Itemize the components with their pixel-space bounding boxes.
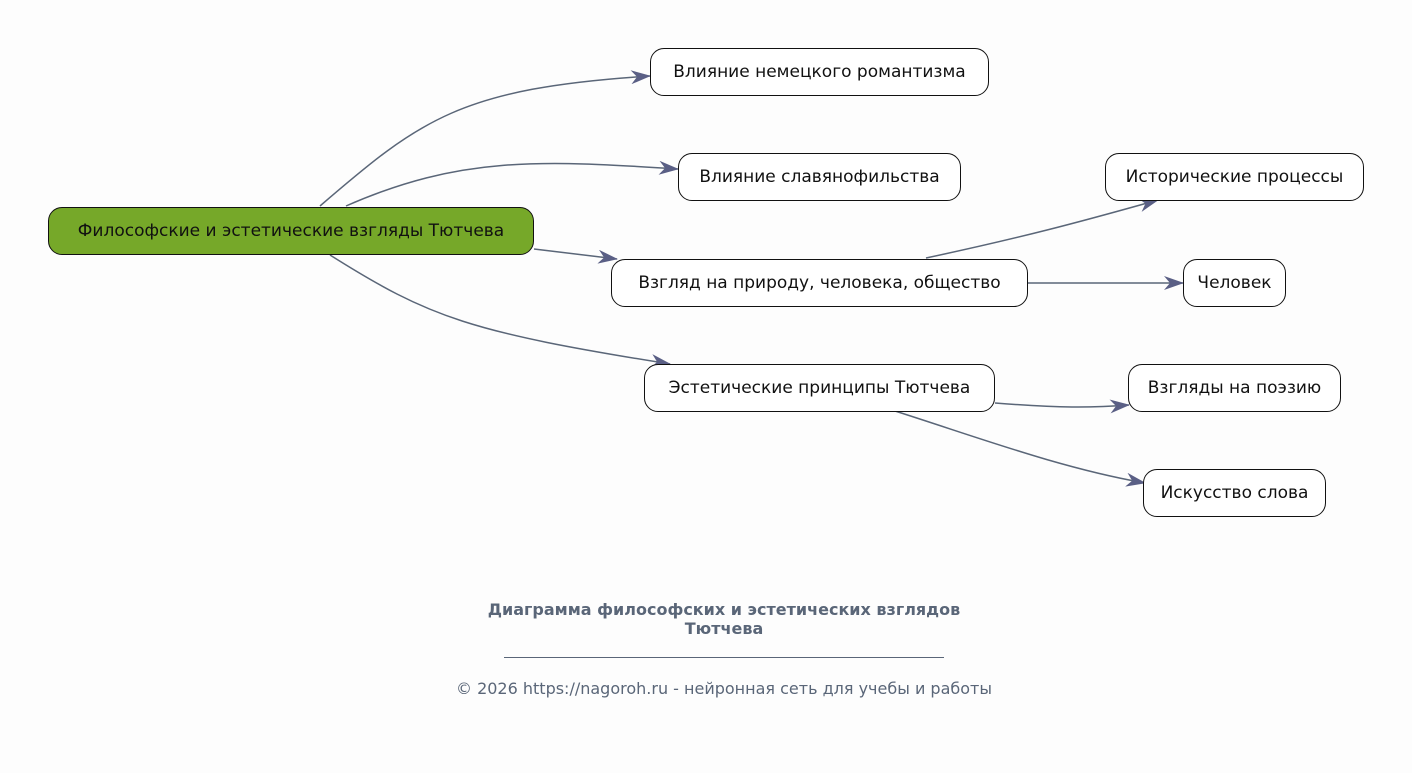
caption-line-1: Диаграмма философских и эстетических взглядов — [487, 600, 961, 619]
caption-divider — [504, 657, 944, 658]
edge-root-to-german-romanticism — [320, 76, 650, 206]
edge-view-to-historical — [926, 200, 1158, 258]
node-aesthetic: Эстетические принципы Тютчева — [644, 364, 995, 412]
edge-root-to-slavophilism — [346, 163, 678, 206]
node-slavophilism: Влияние славянофильства — [678, 153, 961, 201]
node-historical: Исторические процессы — [1105, 153, 1364, 201]
node-human: Человек — [1183, 259, 1286, 307]
edge-root-to-view — [534, 249, 617, 259]
caption-line-2: Тютчева — [684, 619, 764, 638]
node-view: Взгляд на природу, человека, общество — [611, 259, 1028, 307]
node-german-romanticism: Влияние немецкого романтизма — [650, 48, 989, 96]
diagram-caption — [424, 600, 1024, 638]
node-root: Философские и эстетические взгляды Тютчева — [48, 207, 534, 255]
edge-aesthetic-to-word-art — [895, 411, 1145, 483]
edge-aesthetic-to-poetry — [995, 403, 1129, 407]
footer-copyright: © 2026 https://nagoroh.ru - нейронная сеть для учебы и работы — [455, 679, 992, 698]
node-word-art: Искусство слова — [1143, 469, 1326, 517]
node-poetry: Взгляды на поэзию — [1128, 364, 1341, 412]
